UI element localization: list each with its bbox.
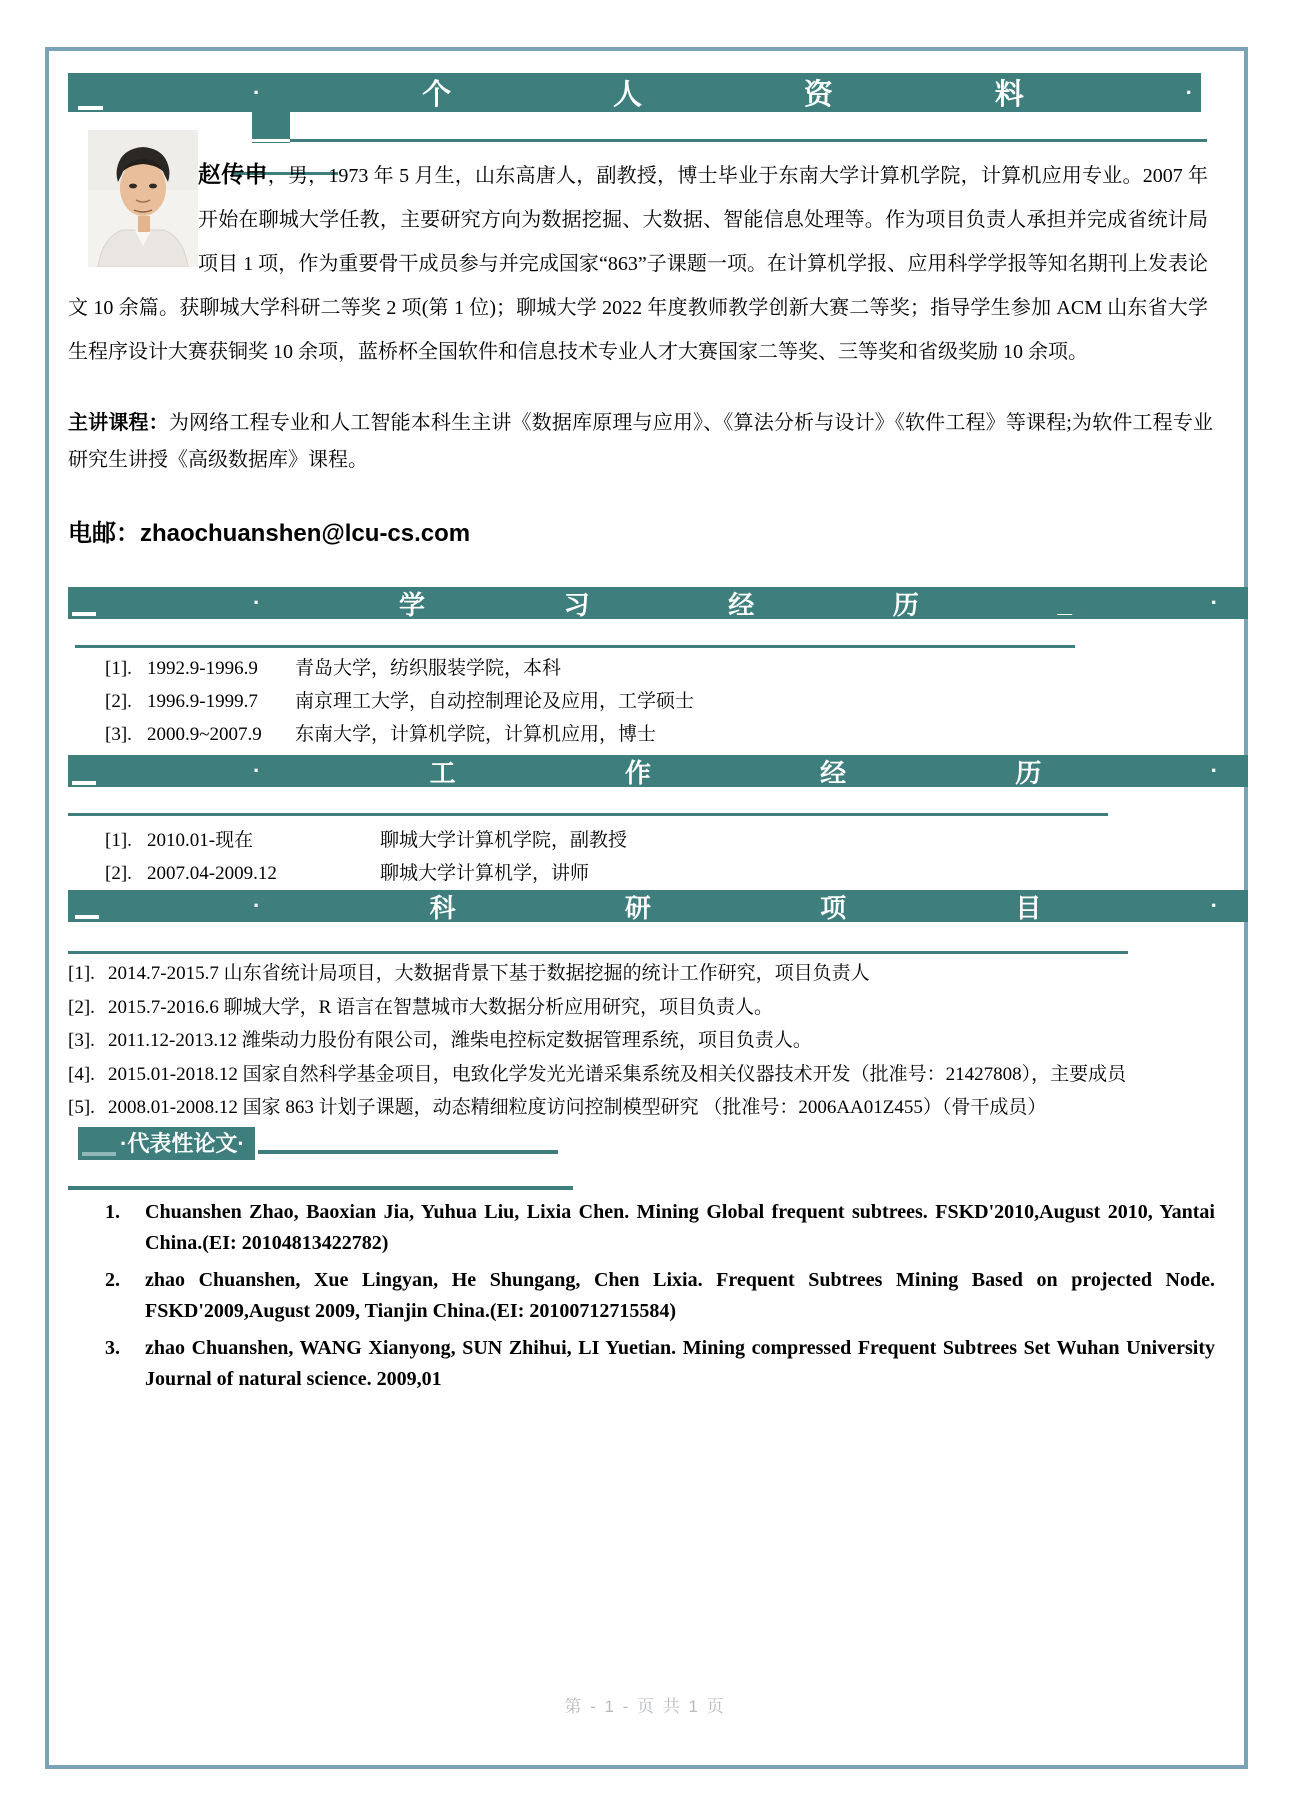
bar-dot: · [253, 590, 261, 615]
bar-char: 历 [892, 589, 919, 620]
courses-paragraph [68, 405, 1213, 479]
row-desc: 青岛大学，纺织服装学院，本科 [295, 658, 562, 679]
decor-teal-line [68, 951, 1128, 954]
row-index: [5]. [68, 1097, 95, 1118]
bar-dot: · [253, 79, 261, 105]
row-index: [1]. [105, 658, 132, 679]
projects-list [68, 958, 1248, 1126]
education-list [105, 653, 1205, 752]
row-desc: 聊城大学计算机学院，副教授 [380, 830, 628, 851]
decor-white-dash [78, 106, 103, 110]
email-address[interactable]: zhaochuanshen@lcu-cs.com [140, 520, 471, 547]
decor-teal-line [290, 139, 1207, 142]
bar-char: 目 [1015, 892, 1042, 923]
courses-text: 为网络工程专业和人工智能本科生主讲《数据库原理与应用》、《算法分析与设计》《软件工程》等课程;为软件工程专业研究生讲授《高级数据库》课程。 [68, 412, 1214, 471]
bar-char: 资 [803, 79, 833, 111]
bar-dot: · [1185, 79, 1193, 105]
row-index: [2]. [105, 691, 132, 712]
row-index: [4]. [68, 1063, 95, 1085]
courses-label: 主讲课程： [68, 412, 169, 434]
paper-text: Chuanshen Zhao, Baoxian Jia, Yuhua Liu, Lixia Chen. Mining Global frequent subtrees. FSKD'2010,August 2010, Yantai China.(EI: 20104813422782) [145, 1201, 1215, 1254]
page-footer: 第 - 1 - 页 共 1 页 [564, 1697, 726, 1716]
bar-char: 经 [728, 589, 755, 620]
row-period: 1992.9-1996.9 [147, 658, 258, 679]
bar-dot: · [253, 893, 261, 918]
bar-char: 研 [624, 892, 651, 923]
row-index: [1]. [68, 963, 95, 984]
project-row [68, 1025, 1248, 1059]
email-line [68, 513, 470, 548]
row-text: 2008.01-2008.12 国家 863 计划子课题，动态精细粒度访问控制模型研究 （批准号：2006AA01Z455）（骨干成员） [108, 1097, 1047, 1118]
row-text: 2011.12-2013.12 潍柴动力股份有限公司，潍柴电控标定数据管理系统，项目负责人。 [108, 1030, 812, 1051]
section-bar-personal-info [68, 73, 1201, 112]
decor-white-dash [75, 915, 99, 919]
row-desc: 聊城大学计算机学，讲师 [380, 863, 590, 884]
email-label: 电邮： [68, 520, 140, 547]
decor-teal-line [68, 1186, 573, 1190]
bio-text: ，男，1973 年 5 月生，山东高唐人，副教授，博士毕业于东南大学计算机学院，计算机应用专业。2007 年开始在聊城大学任教，主要研究方向为数据挖掘、大数据、智能信息处理等。作为项目负责人承担并完成省统计局项目 1 项，作为重要骨干成员参与并完成国家“863”子课题一项。在计算机学报、应用科学学报等知名期刊上发表论文 10 余篇。获聊城大学科研二等奖 2 项(第 1 位)；聊城大学 2022 年度教师教学创新大赛二等奖；指导学生参加 ACM 山东省大学生程序设计大赛获铜奖 10 余项，蓝桥杯全国软件和信息技术专业人才大赛国家二等奖、三等奖和省级奖励 10 余项。 [68, 165, 1209, 363]
decor-white-dash [72, 612, 96, 616]
row-index: [1]. [105, 830, 132, 851]
papers-list [105, 1197, 1215, 1401]
bar-char: 学 [398, 589, 425, 620]
decor-white-dash [72, 781, 96, 785]
bar-char: 作 [624, 757, 651, 788]
bar-dot: · [1210, 893, 1218, 918]
decor-white-dash [252, 139, 290, 142]
row-text: 2015.01-2018.12 国家自然科学基金项目，电致化学发光光谱采集系统及相关仪器技术开发（批准号：21427808），主要成员 [108, 1063, 1127, 1085]
papers-heading: ·代表性论文· [120, 1131, 245, 1156]
row-index: [3]. [68, 1030, 95, 1051]
bar-char: 科 [429, 892, 456, 923]
paper-text: zhao Chuanshen, Xue Lingyan, He Shungang, Chen Lixia. Frequent Subtrees Mining Based on projected Node. FSKD'2009,August 2009, Tianjin China.(EI: 20100712715584) [145, 1269, 1215, 1322]
row-text: 2014.7-2015.7 山东省统计局项目，大数据背景下基于数据挖掘的统计工作研究，项目负责人 [108, 963, 870, 984]
row-index: 2. [105, 1269, 120, 1291]
work-row [105, 858, 1205, 891]
decor-teal-line [75, 645, 1075, 648]
bar-char: 个 [422, 79, 452, 111]
section-bar-education [68, 587, 1248, 619]
education-row [105, 719, 1205, 752]
work-row [105, 825, 1205, 858]
person-name: 赵传申 [198, 161, 268, 187]
bar-char: 习 [563, 589, 590, 620]
decor-teal-line [258, 1150, 558, 1154]
project-row [68, 1059, 1248, 1093]
bar-char: 料 [994, 79, 1024, 111]
bar-dot: · [1210, 758, 1218, 783]
row-period: 2000.9~2007.9 [147, 724, 262, 745]
bar-dot: · [1210, 590, 1218, 615]
bar-char: 人 [613, 79, 643, 111]
bar-char: 历 [1015, 757, 1042, 788]
paper-item [105, 1333, 1215, 1395]
paper-text: zhao Chuanshen, WANG Xianyong, SUN Zhihui, LI Yuetian. Mining compressed Frequent Subtrees Set Wuhan University Journal of natural science. 2009,01 [145, 1337, 1215, 1390]
row-index: [2]. [68, 996, 95, 1018]
bar-char: 项 [820, 892, 847, 923]
photo-spacer [68, 152, 198, 268]
work-list [105, 825, 1205, 891]
section-bar-work [68, 755, 1248, 787]
section-header-papers [78, 1127, 255, 1160]
project-row [68, 958, 1248, 992]
bar-char: 工 [429, 757, 456, 788]
row-index: 3. [105, 1337, 120, 1359]
row-text: 2015.7-2016.6 聊城大学，R 语言在智慧城市大数据分析应用研究，项目负责人。 [108, 996, 774, 1018]
row-period: 2010.01-现在 [147, 830, 254, 851]
row-index: [3]. [105, 724, 132, 745]
bar-char: 经 [820, 757, 847, 788]
bio-paragraph [68, 152, 1208, 374]
row-index: [2]. [105, 863, 132, 884]
section-bar-projects [68, 890, 1248, 922]
bar-underscore: _ [1057, 587, 1072, 618]
paper-item [105, 1265, 1215, 1327]
project-row [68, 992, 1248, 1026]
bar-dot: · [253, 758, 261, 783]
education-row [105, 686, 1205, 719]
paper-item [105, 1197, 1215, 1259]
education-row [105, 653, 1205, 686]
project-row [68, 1092, 1248, 1126]
decor-light-dash [82, 1152, 116, 1156]
row-period: 1996.9-1999.7 [147, 691, 258, 712]
decor-teal-line [68, 813, 1108, 816]
row-period: 2007.04-2009.12 [147, 863, 277, 884]
row-index: 1. [105, 1201, 120, 1223]
row-desc: 东南大学，计算机学院，计算机应用，博士 [295, 724, 657, 745]
row-desc: 南京理工大学，自动控制理论及应用，工学硕士 [295, 691, 695, 712]
